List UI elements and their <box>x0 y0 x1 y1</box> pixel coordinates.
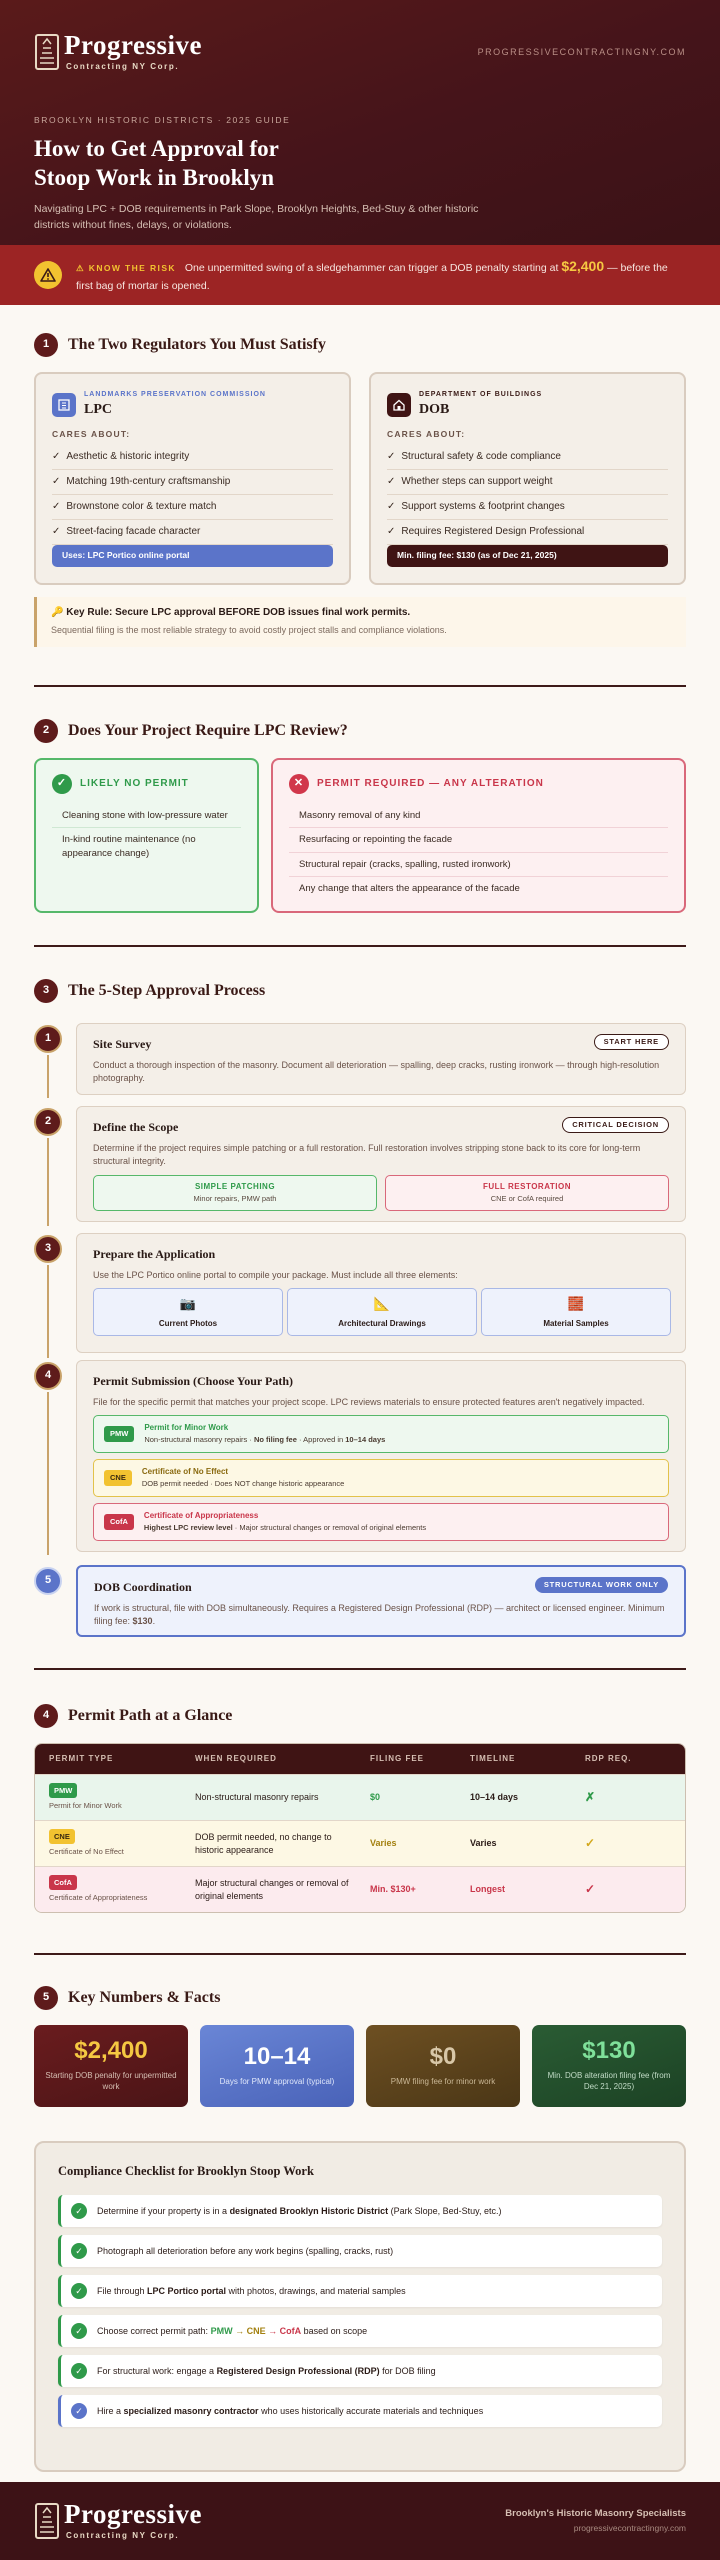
step-card <box>76 1565 686 1637</box>
house-icon <box>387 393 411 417</box>
lpc-portal-note: Uses: LPC Portico online portal <box>52 545 333 567</box>
stat-card-dob-fee <box>532 2025 686 2107</box>
section-title: The 5-Step Approval Process <box>68 981 266 999</box>
dob-item <box>387 495 668 520</box>
architectural-drawings-item <box>287 1288 477 1336</box>
dob-card <box>369 372 686 585</box>
checklist-item[interactable] <box>58 2395 662 2427</box>
permit-required-card <box>271 758 686 913</box>
check-icon: ✓ <box>52 501 61 513</box>
step-title: Define the Scope <box>93 1120 179 1134</box>
permit-required-item: Any change that alters the appearance of the facade <box>299 882 520 894</box>
lpc-kicker: LANDMARKS PRESERVATION COMMISSION <box>84 391 266 398</box>
path-desc-b: No filing fee <box>253 1435 297 1445</box>
path-desc <box>144 1435 385 1446</box>
checklist-item[interactable] <box>58 2315 662 2347</box>
stoop-logo-icon <box>34 33 60 71</box>
checklist-text-a: File through <box>97 2285 148 2296</box>
checklist-text: Photograph all deterioration before any work begins (spalling, cracks, rust) <box>97 2245 394 2256</box>
dob-cares-label: CARES ABOUT: <box>387 429 466 440</box>
path-desc-b: · Major structural changes or removal of original elements <box>232 1523 427 1533</box>
checklist-text-b: specialized masonry contractor <box>123 2405 259 2416</box>
pmw-path-option[interactable] <box>93 1415 669 1453</box>
row-sub: Permit for Minor Work <box>49 1801 122 1811</box>
table-row <box>35 1774 685 1820</box>
step-number: 4 <box>34 1362 62 1390</box>
section-divider <box>34 685 686 687</box>
section-divider <box>34 945 686 947</box>
cofa-path-option[interactable] <box>93 1503 669 1541</box>
step-number: 2 <box>34 1108 62 1136</box>
permit-required-item: Structural repair (cracks, spalling, rusted ironwork) <box>289 853 668 877</box>
brand-logo[interactable] <box>34 29 202 72</box>
warning-text-before: One unpermitted swing of a sledgehammer can trigger a DOB penalty starting at <box>184 262 559 275</box>
step-desc-c: . <box>152 1616 156 1627</box>
start-here-badge: START HERE <box>594 1034 669 1050</box>
dob-fee-note: Min. filing fee: $130 (as of Dec 21, 2025) <box>387 545 668 567</box>
stat-label: Days for PMW approval (typical) <box>219 2076 335 2086</box>
step-card <box>76 1023 686 1095</box>
check-icon: ✓ <box>387 476 396 488</box>
footer-url-link[interactable]: progressivecontractingny.com <box>573 2523 686 2534</box>
checklist-text <box>97 2365 436 2378</box>
brick-icon: 🧱 <box>567 1296 585 1312</box>
compliance-checklist <box>34 2141 686 2472</box>
path-desc-a: Non-structural masonry repairs · <box>144 1435 254 1445</box>
stat-card-penalty <box>34 2025 188 2107</box>
section-title: Permit Path at a Glance <box>68 1706 233 1724</box>
check-circle-icon: ✓ <box>71 2203 87 2219</box>
path-desc <box>144 1523 426 1534</box>
path-desc-a: Highest LPC review level <box>143 1523 233 1533</box>
check-icon: ✓ <box>387 451 396 463</box>
step-title: Permit Submission (Choose Your Path) <box>93 1374 294 1388</box>
check-circle-icon: ✓ <box>71 2403 87 2419</box>
lpc-item-text: Brownstone color & texture match <box>66 501 217 513</box>
arrow-icon: → <box>268 2325 278 2336</box>
dob-item <box>387 470 668 495</box>
warning-amount: $2,400 <box>561 258 605 275</box>
table-header <box>35 1744 685 1774</box>
hero-header <box>0 0 720 245</box>
stat-card-pmw-fee <box>366 2025 520 2107</box>
row-sub: Certificate of Appropriateness <box>49 1893 148 1903</box>
option-sub: CNE or CofA required <box>490 1194 564 1204</box>
dob-item-text: Whether steps can support weight <box>401 476 553 488</box>
site-url-link[interactable]: PROGRESSIVECONTRACTINGNY.COM <box>477 46 686 57</box>
stat-label: PMW filing fee for minor work <box>390 2076 496 2086</box>
title-line-1: How to Get Approval for <box>34 135 279 161</box>
no-permit-card <box>34 758 259 913</box>
check-circle-icon: ✓ <box>71 2283 87 2299</box>
path-title: Permit for Minor Work <box>144 1423 229 1433</box>
cell-timeline: 10–14 days <box>470 1792 519 1803</box>
step-5 <box>34 1565 686 1640</box>
check-mark-icon: ✓ <box>585 1836 596 1851</box>
warning-text-after: — before the first bag of mortar is opened. <box>76 262 668 292</box>
checklist-item[interactable] <box>58 2275 662 2307</box>
path-desc: DOB permit needed · Does NOT change historic appearance <box>141 1479 345 1489</box>
option-title: FULL RESTORATION <box>483 1182 571 1192</box>
permit-required-title: PERMIT REQUIRED — ANY ALTERATION <box>317 778 544 789</box>
ruler-icon: 📐 <box>373 1296 391 1312</box>
col-header: TIMELINE <box>470 1754 516 1764</box>
step-desc: Use the LPC Portico online portal to compile your package. Must include all three elements: <box>93 1269 458 1280</box>
permit-required-item: Masonry removal of any kind <box>289 804 668 828</box>
section-number: 3 <box>34 979 58 1003</box>
stat-value: $0 <box>429 2042 457 2070</box>
checklist-text-a: Determine if your property is in a <box>97 2205 230 2216</box>
cell-fee: $0 <box>370 1792 381 1803</box>
step-desc: Determine if the project requires simple patching or a full restoration. Full restoration involves stripping stone back to its core for long-term structural integrity. <box>93 1142 641 1167</box>
x-mark-icon: ✗ <box>585 1790 596 1805</box>
permit-table <box>34 1743 686 1913</box>
cell-timeline: Varies <box>470 1838 497 1849</box>
section-key-numbers <box>34 1985 686 2110</box>
step-title: Site Survey <box>93 1037 152 1051</box>
stat-value: $2,400 <box>74 2037 148 2065</box>
cell-fee: Min. $130+ <box>370 1884 416 1895</box>
step-card <box>76 1106 686 1222</box>
cofa-tag: CofA <box>104 1514 134 1530</box>
checklist-text-b: designated Brooklyn Historic District <box>229 2205 389 2216</box>
checklist-title: Compliance Checklist for Brooklyn Stoop Work <box>58 2164 314 2178</box>
stat-value: $130 <box>582 2037 636 2065</box>
step-connector <box>47 1055 49 1098</box>
brand-sub: Contracting NY Corp. <box>66 2530 180 2540</box>
path-title: Certificate of Appropriateness <box>143 1511 259 1521</box>
step-2 <box>34 1106 686 1226</box>
pmw-tag: PMW <box>104 1426 134 1442</box>
lpc-card <box>34 372 351 585</box>
section-approval-process <box>34 978 686 1638</box>
brand-name: Progressive <box>64 2498 202 2529</box>
check-icon: ✓ <box>387 526 396 538</box>
page-footer <box>0 2482 720 2560</box>
checklist-text-c: who uses historically accurate materials and techniques <box>258 2405 484 2416</box>
cell-timeline: Longest <box>470 1884 505 1895</box>
stat-value: 10–14 <box>243 2042 311 2070</box>
check-icon: ✓ <box>52 476 61 488</box>
section-regulators <box>34 332 686 652</box>
cell-when: Major structural changes or removal of original elements <box>195 1877 349 1901</box>
material-label: Material Samples <box>543 1318 609 1328</box>
step-4 <box>34 1360 686 1555</box>
check-icon: ✓ <box>52 451 61 463</box>
x-circle-icon: ✕ <box>289 774 309 794</box>
lpc-item <box>52 520 333 545</box>
warning-label: ⚠ KNOW THE RISK <box>76 263 176 274</box>
section-title: Key Numbers & Facts <box>68 1988 221 2006</box>
checklist-text-c: (Park Slope, Bed-Stuy, etc.) <box>388 2205 502 2216</box>
stat-label: Min. DOB alteration filing fee (from Dec 21, 2025) <box>547 2071 671 2091</box>
checklist-item[interactable] <box>58 2235 662 2267</box>
col-header: RDP REQ. <box>585 1754 632 1764</box>
section-permit-table <box>34 1703 686 1933</box>
key-rule-callout <box>34 597 686 647</box>
check-icon: ✓ <box>52 526 61 538</box>
risk-warning-bar <box>0 245 720 305</box>
step-desc <box>94 1602 668 1629</box>
cell-when: DOB permit needed, no change to historic appearance <box>195 1831 332 1855</box>
checklist-text-a: Choose correct permit path: <box>97 2325 211 2336</box>
building-icon <box>52 393 76 417</box>
step-desc-a: If work is structural, file with DOB simultaneously. Requires a Registered Design Professional (RDP) — architect or licensed engineer. Minimum filing fee: <box>94 1602 665 1627</box>
step-title: DOB Coordination <box>94 1580 192 1594</box>
step-number: 3 <box>34 1235 62 1263</box>
checklist-text <box>97 2325 367 2338</box>
cne-tag: CNE <box>104 1470 132 1486</box>
lpc-item-text: Aesthetic & historic integrity <box>66 451 190 463</box>
step-number: 5 <box>34 1567 62 1595</box>
check-circle-icon: ✓ <box>71 2323 87 2339</box>
material-label: Current Photos <box>158 1318 218 1328</box>
pmw-label: PMW <box>210 2325 233 2336</box>
step-number: 1 <box>34 1025 62 1053</box>
step-card <box>76 1233 686 1353</box>
lpc-cares-label: CARES ABOUT: <box>52 429 131 440</box>
critical-decision-badge: CRITICAL DECISION <box>562 1117 669 1133</box>
option-sub: Minor repairs, PMW path <box>193 1194 277 1204</box>
section-divider <box>34 1953 686 1955</box>
checklist-item[interactable] <box>58 2195 662 2227</box>
checklist-item[interactable] <box>58 2355 662 2387</box>
step-card <box>76 1360 686 1552</box>
cofa-tag: CofA <box>49 1875 77 1890</box>
step-connector <box>47 1392 49 1555</box>
pmw-tag: PMW <box>49 1783 77 1798</box>
brand-sub: Contracting NY Corp. <box>66 61 180 71</box>
camera-icon: 📷 <box>179 1296 197 1312</box>
no-permit-item: Cleaning stone with low-pressure water <box>52 804 241 828</box>
dob-item <box>387 445 668 470</box>
row-sub: Certificate of No Effect <box>49 1847 124 1857</box>
no-permit-item: In-kind routine maintenance (no appearance change) <box>62 834 196 859</box>
lpc-name: LPC <box>84 401 112 417</box>
lpc-item <box>52 445 333 470</box>
checklist-text-c: with photos, drawings, and material samples <box>226 2285 406 2296</box>
step-desc: Conduct a thorough inspection of the masonry. Document all deterioration — spalling, deep cracks, rusting ironwork — through high-resolution photography. <box>93 1059 660 1084</box>
checklist-text <box>97 2205 502 2218</box>
step-desc: File for the specific permit that matches your project scope. LPC reviews materials to ensure protected features aren't negatively impacted. <box>93 1396 645 1407</box>
dob-item <box>387 520 668 545</box>
check-circle-icon: ✓ <box>71 2363 87 2379</box>
cell-when: Non-structural masonry repairs <box>195 1792 319 1803</box>
warning-icon <box>34 261 62 289</box>
dob-kicker: DEPARTMENT OF BUILDINGS <box>419 391 543 398</box>
col-header: WHEN REQUIRED <box>195 1754 277 1764</box>
full-restoration-option[interactable] <box>385 1175 669 1211</box>
table-row <box>35 1820 685 1866</box>
check-circle-icon: ✓ <box>52 774 72 794</box>
stat-card-days <box>200 2025 354 2107</box>
lpc-item <box>52 470 333 495</box>
page-title <box>34 135 686 193</box>
dob-item-text: Support systems & footprint changes <box>401 501 565 513</box>
check-circle-icon: ✓ <box>71 2243 87 2259</box>
dob-item-text: Requires Registered Design Professional <box>401 526 585 538</box>
checklist-text-c: based on scope <box>301 2325 368 2336</box>
step-connector <box>47 1138 49 1226</box>
option-title: SIMPLE PATCHING <box>194 1182 276 1192</box>
material-label: Architectural Drawings <box>338 1318 426 1328</box>
checklist-text <box>97 2285 406 2298</box>
footer-tagline: Brooklyn's Historic Masonry Specialists <box>505 2507 686 2519</box>
step-1 <box>34 1023 686 1098</box>
lpc-item <box>52 495 333 520</box>
path-desc-c: · Approved in <box>296 1435 346 1445</box>
hero-lead: Navigating LPC + DOB requirements in Park Slope, Brooklyn Heights, Bed-Stuy & other historic districts without fines, delays, or violations. <box>34 203 479 232</box>
key-rule-title: 🔑 Key Rule: Secure LPC approval BEFORE DOB issues final work permits. <box>51 607 411 618</box>
section-lpc-review <box>34 718 686 918</box>
stat-label: Starting DOB penalty for unpermitted work <box>45 2071 177 2091</box>
simple-patching-option[interactable] <box>93 1175 377 1211</box>
checklist-text <box>97 2405 483 2418</box>
structural-only-badge: STRUCTURAL WORK ONLY <box>535 1577 668 1593</box>
path-desc-d: 10–14 days <box>345 1435 386 1445</box>
material-samples-item <box>481 1288 671 1336</box>
footer-logo[interactable] <box>34 2498 202 2541</box>
checklist-text-a: Hire a <box>97 2405 124 2416</box>
cne-tag: CNE <box>49 1829 75 1844</box>
section-title: Does Your Project Require LPC Review? <box>68 721 348 739</box>
checklist-text-a: For structural work: engage a <box>97 2365 217 2376</box>
dob-item-text: Structural safety & code compliance <box>401 451 561 463</box>
key-rule-sub: Sequential filing is the most reliable strategy to avoid costly project stalls and compliance violations. <box>51 625 447 635</box>
section-divider <box>34 1668 686 1670</box>
cne-path-option[interactable] <box>93 1459 669 1497</box>
current-photos-item <box>93 1288 283 1336</box>
check-mark-icon: ✓ <box>585 1882 596 1897</box>
checklist-text-b: LPC Portico portal <box>147 2285 227 2296</box>
checklist-text-c: for DOB filing <box>379 2365 436 2376</box>
step-3 <box>34 1233 686 1358</box>
brand-name: Progressive <box>64 29 202 60</box>
col-header: FILING FEE <box>370 1754 424 1764</box>
hero-eyebrow: BROOKLYN HISTORIC DISTRICTS · 2025 GUIDE <box>34 115 291 125</box>
section-title: The Two Regulators You Must Satisfy <box>68 335 326 353</box>
cofa-label: CofA <box>279 2325 302 2336</box>
title-line-2: Stoop Work in Brooklyn <box>34 164 275 190</box>
lpc-item-text: Street-facing facade character <box>66 526 201 538</box>
warning-text <box>76 256 686 294</box>
step-desc-b: $130 <box>132 1616 153 1627</box>
section-number: 1 <box>34 333 58 357</box>
lpc-item-text: Matching 19th-century craftsmanship <box>66 476 231 488</box>
section-number: 4 <box>34 1704 58 1728</box>
table-row <box>35 1866 685 1912</box>
stoop-logo-icon <box>34 2502 60 2540</box>
cne-label: CNE <box>246 2325 266 2336</box>
arrow-icon: → <box>235 2325 245 2336</box>
checklist-text-b: Registered Design Professional (RDP) <box>216 2365 380 2376</box>
path-title: Certificate of No Effect <box>141 1467 229 1477</box>
step-title: Prepare the Application <box>93 1247 216 1261</box>
section-number: 5 <box>34 1986 58 2010</box>
permit-required-item: Resurfacing or repointing the facade <box>289 828 668 852</box>
section-number: 2 <box>34 719 58 743</box>
cell-fee: Varies <box>370 1838 397 1849</box>
dob-name: DOB <box>419 401 450 417</box>
step-connector <box>47 1265 49 1358</box>
col-header: PERMIT TYPE <box>49 1754 114 1764</box>
no-permit-title: LIKELY NO PERMIT <box>80 778 189 789</box>
check-icon: ✓ <box>387 501 396 513</box>
